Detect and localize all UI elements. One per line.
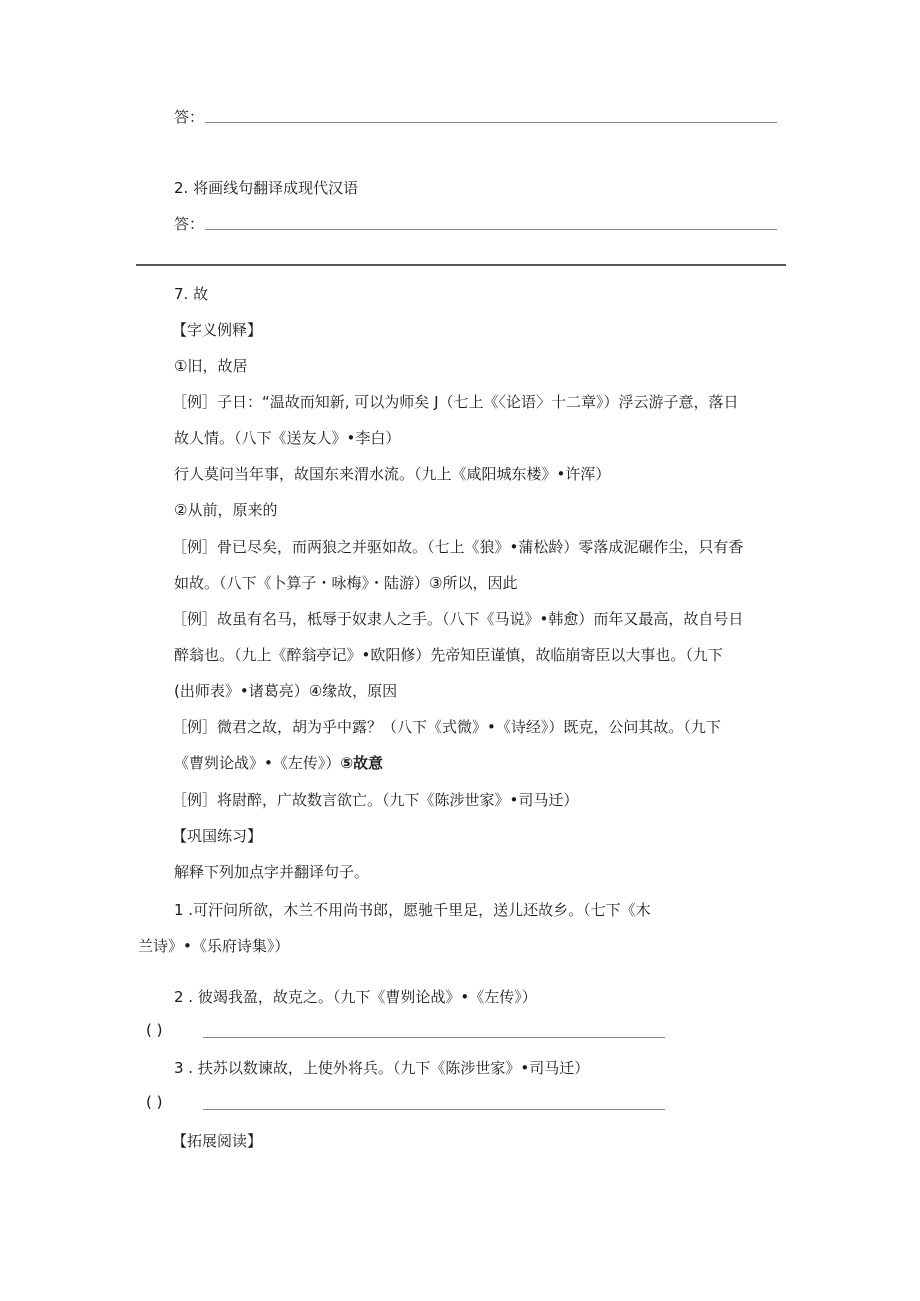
section-heading-practice: 【巩国练习】 <box>172 827 263 845</box>
practice-item-1-cont: 兰诗》•《乐府诗集》） <box>138 937 290 955</box>
answer-label: 答： <box>174 108 205 126</box>
example-text: 如故。（八下《卜算子・咏梅》・陆游）③所以，因此 <box>174 574 518 592</box>
example-text: ［例］微君之故，胡为乎中露？（八下《式微》•《诗经》）既克，公问其故。（九下 <box>172 718 721 736</box>
answer-blank-line[interactable] <box>203 1109 665 1110</box>
practice-intro: 解释下列加点字并翻译句子。 <box>174 863 370 881</box>
meaning-1: ①旧，故居 <box>174 357 248 375</box>
example-source: 《曹刿论战》•《左传》） <box>174 754 341 772</box>
practice-item-3: 3 . 扶苏以数谏故，上使外将兵。（九下《陈涉世家》•司马迁） <box>174 1059 590 1077</box>
meaning-2: ②从前，原来的 <box>174 501 278 519</box>
question-title: 2. 将画线句翻译成现代汉语 <box>174 179 359 197</box>
example-text <box>174 752 383 773</box>
section-divider <box>136 264 786 266</box>
meaning-5: ⑤故意 <box>340 754 384 772</box>
entry-heading: 7. 故 <box>174 285 209 303</box>
section-heading-meanings: 【字义例释】 <box>172 321 263 339</box>
answer-blank-line[interactable] <box>203 1037 665 1038</box>
answer-label: 答： <box>174 215 205 233</box>
example-text: 故人情。（八下《送友人》•李白） <box>174 429 401 447</box>
practice-item-2: 2 . 彼竭我盈，故克之。（九下《曹刿论战》•《左传》） <box>174 988 537 1006</box>
answer-paren[interactable]: ( ) <box>146 1021 163 1039</box>
example-text: ［例］故虽有名马，柢辱于奴隶人之手。（八下《马说》•韩愈）而年又最高，故自号日 <box>172 610 744 628</box>
example-text: ［例］将尉醉，广故数言欲亡。（九下《陈涉世家》•司马迁） <box>172 791 579 809</box>
example-text: 行人莫问当年事，故国东来渭水流。（九上《咸阳城东楼》•许浑） <box>174 465 611 483</box>
example-text: ［例］骨已尽矣，而两狼之并驱如故。（七上《狼》•蒲松龄）零落成泥碾作尘，只有香 <box>172 538 744 556</box>
section-heading-reading: 【拓展阅读】 <box>172 1132 263 1150</box>
answer-blank-line[interactable] <box>205 229 777 230</box>
example-text: (出师表》•诸葛亮）④缘故，原因 <box>174 682 398 700</box>
answer-blank-line[interactable] <box>205 122 777 123</box>
practice-item-1: 1 .可汗问所欲，木兰不用尚书郎，愿驰千里足，送儿还故乡。（七下《木 <box>174 901 651 919</box>
answer-paren[interactable]: ( ) <box>146 1093 163 1111</box>
example-text: ［例］子日：“温故而知新, 可以为师矣 J（七上《〈论语〉十二章》）浮云游子意，落日 <box>172 393 739 411</box>
example-text: 醉翁也。（九上《醉翁亭记》•欧阳修）先帝知臣谨慎，故临崩寄臣以大事也。（九下 <box>174 646 723 664</box>
